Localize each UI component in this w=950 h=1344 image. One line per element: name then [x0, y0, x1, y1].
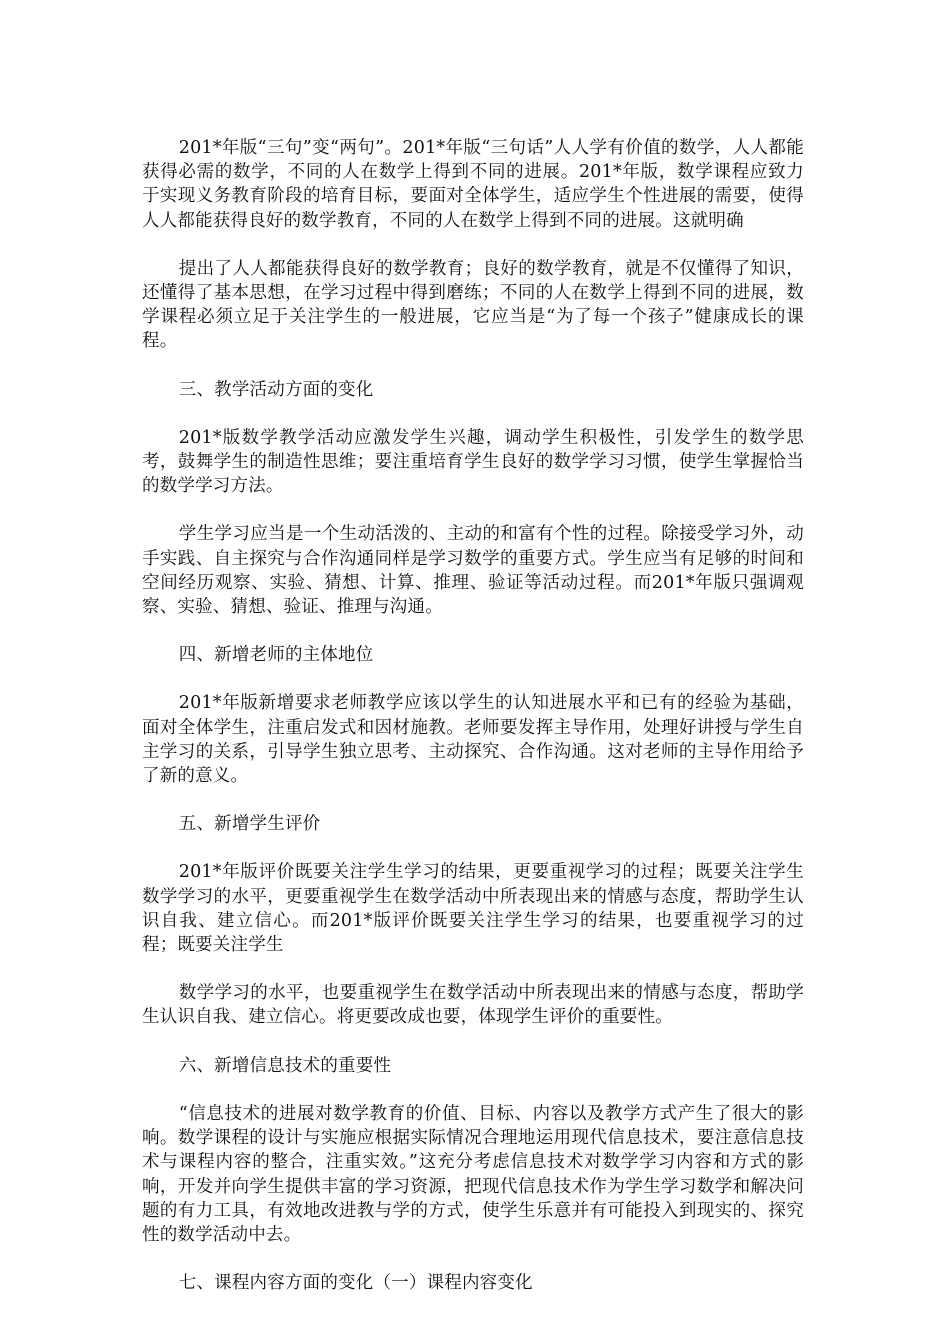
section-heading: 五、新增学生评价 — [178, 814, 321, 835]
paragraph: 数学学习的水平，也要重视学生在数学活动中所表现出来的情感与态度，帮助学生认识自我、建立信心。将更要改成也要，体现学生评价的重要性。 — [142, 983, 804, 1028]
section-heading: 四、新增老师的主体地位 — [178, 645, 374, 666]
paragraph: 201*版数学教学活动应激发学生兴趣，调动学生积极性，引发学生的数学思考，鼓舞学生的制造性思维；要注重培育学生良好的数学学习习惯，使学生掌握恰当的数学学习方法。 — [142, 427, 804, 497]
paragraph: 201*年版新增要求老师教学应该以学生的认知进展水平和已有的经验为基础，面对全体学生，注重启发式和因材施教。老师要发挥主导作用，处理好讲授与学生自主学习的关系，引导学生独立思考、主动探究、合作沟通。这对老师的主导作用给予了新的意义。 — [142, 693, 804, 787]
section-heading: 三、教学活动方面的变化 — [178, 379, 374, 400]
section-heading: 六、新增信息技术的重要性 — [178, 1055, 392, 1076]
paragraph: 201*年版“三句”变“两句”。201*年版“三句话”人人学有价值的数学，人人都能获得必需的数学，不同的人在数学上得到不同的进展。201*年版，数学课程应致力于实现义务教育阶段的培育目标，要面对全体学生，适应学生个性进展的需要，使得人人都能获得良好的数学教育，不同的人在数学上得到不同的进展。这就明确 — [142, 138, 804, 231]
paragraph: 学生学习应当是一个生动活泼的、主动的和富有个性的过程。除接受学习外，动手实践、自主探究与合作沟通同样是学习数学的重要方式。学生应当有足够的时间和空间经历观察、实验、猜想、计算、推理、验证等活动过程。而201*年版只强调观察、实验、猜想、验证、推理与沟通。 — [142, 524, 804, 618]
paragraph: “信息技术的进展对数学教育的价值、目标、内容以及教学方式产生了很大的影响。数学课程的设计与实施应根据实际情况合理地运用现代信息技术，要注意信息技术与课程内容的整合，注重实效。”这充分考虑信息技术对数学学习内容和方式的影响，开发并向学生提供丰富的学习资源，把现代信息技术作为学生学习数学和解决问题的有力工具，有效地改进教与学的方式，使学生乐意并有可能投入到现实的、探究性的数学活动中去。 — [142, 1103, 804, 1245]
document-page — [142, 136, 804, 1319]
section-heading: 七、课程内容方面的变化（一）课程内容变化 — [178, 1273, 533, 1294]
paragraph: 201*年版评价既要关注学生学习的结果，更要重视学习的过程；既要关注学生数学学习的水平，更要重视学生在数学活动中所表现出来的情感与态度，帮助学生认识自我、建立信心。而201*版评价既要关注学生学习的结果，也要重视学习的过程；既要关注学生 — [142, 862, 804, 956]
paragraph: 提出了人人都能获得良好的数学教育；良好的数学教育，就是不仅懂得了知识，还懂得了基本思想，在学习过程中得到磨练；不同的人在数学上得到不同的进展，数学课程必须立足于关注学生的一般进展，它应当是“为了每一个孩子”健康成长的课程。 — [142, 258, 804, 352]
